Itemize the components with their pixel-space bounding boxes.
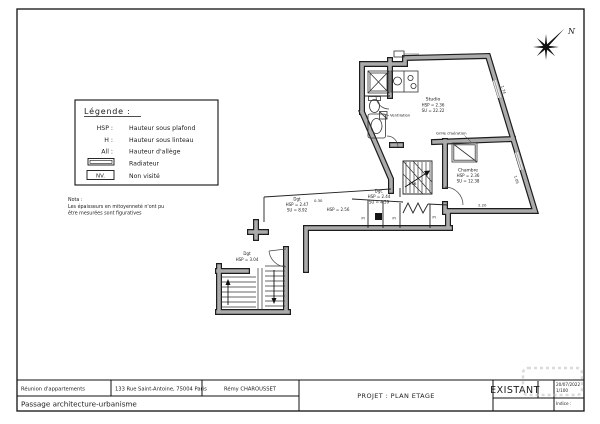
central-staircase	[403, 161, 432, 194]
placard-label: Pl	[432, 214, 436, 220]
legend-label: Non visité	[129, 173, 160, 180]
dgt2-name: Dgt.	[374, 188, 384, 194]
plan-walls	[218, 56, 535, 312]
wall-fill-grey	[218, 56, 535, 312]
legend-label: Hauteur d'allège	[129, 148, 181, 156]
north-arrow	[533, 27, 576, 60]
wc-icon	[370, 100, 380, 113]
dgt2-su: SU = 4.59	[368, 199, 390, 205]
stair-arrow-icon	[424, 171, 430, 177]
dgt1-hsp: HSP = 2.47	[285, 202, 309, 207]
dgt2-hsp: HSP = 2.44	[367, 194, 391, 199]
dimension-label: 1.16	[408, 181, 417, 186]
shower-cross	[368, 71, 389, 93]
drawing-date: 20/07/2022	[556, 382, 581, 387]
dimension-label: 1.74	[500, 84, 508, 95]
nota-line: être mesurées sont figuratives	[68, 211, 142, 217]
nota-note	[68, 197, 164, 217]
firm-name: Passage architecture-urbanisme	[21, 399, 137, 409]
legend-abbr: All :	[101, 148, 113, 156]
nota-line: Les épaisseurs en mitoyenneté n'ont pu	[68, 205, 165, 210]
project-type: Réunion d'appartements	[21, 386, 85, 393]
legend-label: Hauteur sous linteau	[129, 137, 194, 144]
stairhall-hsp: HSP = 3.04	[235, 257, 259, 262]
indice-label: Indice :	[556, 401, 572, 406]
radiator-symbol-inner	[90, 160, 112, 163]
grille-label: Grille d'aération	[436, 130, 467, 136]
drawing-scale: 1/100	[556, 388, 569, 393]
stairhall-name: Dgt	[243, 251, 251, 256]
studio-su: SU = 22.22	[421, 108, 445, 113]
north-label: N	[568, 27, 575, 36]
dimension-label: 2.20	[478, 202, 487, 208]
legend-abbr: HSP :	[96, 125, 113, 132]
dimension-label: 1.05	[513, 174, 521, 185]
zigzag-partition	[403, 203, 428, 213]
legend	[75, 100, 218, 185]
legend-title: Légende :	[84, 107, 131, 116]
dgt1-name: Dgt	[293, 196, 301, 202]
hob-icon	[408, 75, 413, 80]
nv-abbr: NV.	[96, 173, 105, 180]
hob-icon	[411, 83, 416, 88]
dimension-label: 0.30	[314, 198, 323, 203]
dgt1-su: SU = 8.92	[286, 207, 308, 213]
legend-abbr: H :	[104, 137, 113, 144]
placard-label: Pl	[392, 215, 396, 221]
chambre-su: SU = 12.38	[456, 178, 480, 184]
title-block	[17, 368, 584, 411]
compass-star-icon	[533, 29, 564, 60]
project-address: 133 Rue Saint-Antoine, 75004 Paris	[115, 386, 207, 393]
room-labels	[236, 85, 521, 262]
legend-label: Hauteur sous plafond	[129, 125, 196, 132]
architect-name: Rémy CHAROUSSET	[224, 386, 276, 393]
studio-name: Studio	[425, 97, 441, 103]
placard-label: Pl	[376, 215, 380, 221]
studio-hsp: HSP = 2.36	[421, 102, 445, 108]
sink-icon	[394, 77, 402, 85]
nota-line: Nota :	[68, 198, 83, 203]
vent-duct-diag	[380, 112, 388, 120]
hall-hsp: HSP = 2.56	[326, 207, 350, 212]
chambre-name: Chambre	[457, 168, 479, 174]
radiator-symbol	[88, 159, 114, 166]
status-existant: EXISTANT	[490, 385, 540, 396]
chambre-shower-diag	[452, 143, 477, 162]
basin-icon	[371, 119, 382, 134]
ventilation-label: Ventilation	[390, 112, 411, 118]
legend-label: Radiateur	[129, 160, 160, 168]
wall-outline-dark	[218, 56, 535, 312]
stair-direction-lines	[228, 270, 274, 305]
chambre-hsp: HSP = 2.36	[456, 173, 480, 178]
placard-label: Pl	[361, 215, 365, 221]
drawing-title: PROJET : PLAN ETAGE	[357, 392, 435, 400]
stair-treads	[403, 161, 432, 194]
annotation-leader-lines	[384, 114, 471, 142]
